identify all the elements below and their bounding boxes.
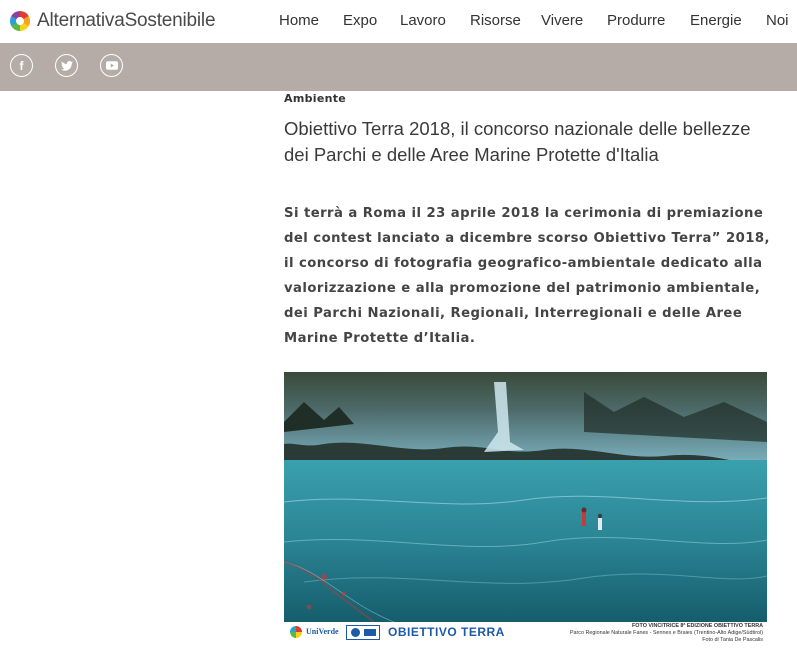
nav-item-lavoro[interactable]: Lavoro	[400, 12, 446, 29]
article-lead: Si terrà a Roma il 23 aprile 2018 la cerimonia di premiazione del contest lanciato a dicembre scorso Obiettivo Terra” 2018, il concorso di fotografia geografico-ambientale dedicato alla valorizzazione e alla promozione del patrimonio ambientale, dei Parchi Nazionali, Regionali, Interregionali e delle Aree Marine Protette d’Italia.	[284, 206, 770, 346]
brand-name: OBIETTIVO TERRA	[388, 625, 505, 639]
article-title[interactable]: Obiettivo Terra 2018, il concorso nazionale delle bellezze dei Parchi e delle Aree Marine Protette d'Italia	[284, 118, 751, 165]
universe-logo-icon	[290, 626, 302, 638]
facebook-icon[interactable]	[10, 54, 33, 77]
twitter-icon[interactable]	[55, 54, 78, 77]
article-photo[interactable]	[284, 372, 767, 622]
social-bar	[0, 43, 797, 91]
facebook-glyph: f	[19, 58, 24, 73]
youtube-icon[interactable]	[100, 54, 123, 77]
nav-item-noi[interactable]: Noi	[766, 12, 789, 29]
caption-park: Parco Regionale Naturale Fanes - Sennes e Braies (Trentino-Alto Adige/Südtirol)	[569, 630, 763, 636]
nav-item-expo[interactable]: Expo	[343, 12, 378, 29]
partner-logo: UniVerde	[306, 627, 339, 636]
nav-item-energie[interactable]: Energie	[690, 12, 742, 29]
obiettivo-terra-logo-icon	[346, 625, 380, 640]
photo-caption	[284, 622, 767, 644]
twitter-bird-icon	[61, 61, 73, 71]
nav-item-home[interactable]: Home	[279, 12, 320, 29]
article-category[interactable]: Ambiente	[284, 92, 347, 105]
logo-text: AlternativaSostenibile	[37, 10, 216, 31]
nav-item-vivere[interactable]: Vivere	[541, 12, 584, 29]
nav-item-produrre[interactable]: Produrre	[607, 12, 666, 29]
main-nav	[0, 12, 797, 32]
caption-winner: FOTO VINCITRICE 8ª EDIZIONE OBIETTIVO TERRA	[632, 623, 763, 629]
youtube-play-icon	[106, 61, 118, 70]
caption-author: Foto di Tania De Pascalis	[702, 637, 763, 643]
frozen-lake-image	[284, 372, 767, 622]
site-header	[0, 0, 797, 43]
nav-item-risorse[interactable]: Risorse	[470, 12, 521, 29]
